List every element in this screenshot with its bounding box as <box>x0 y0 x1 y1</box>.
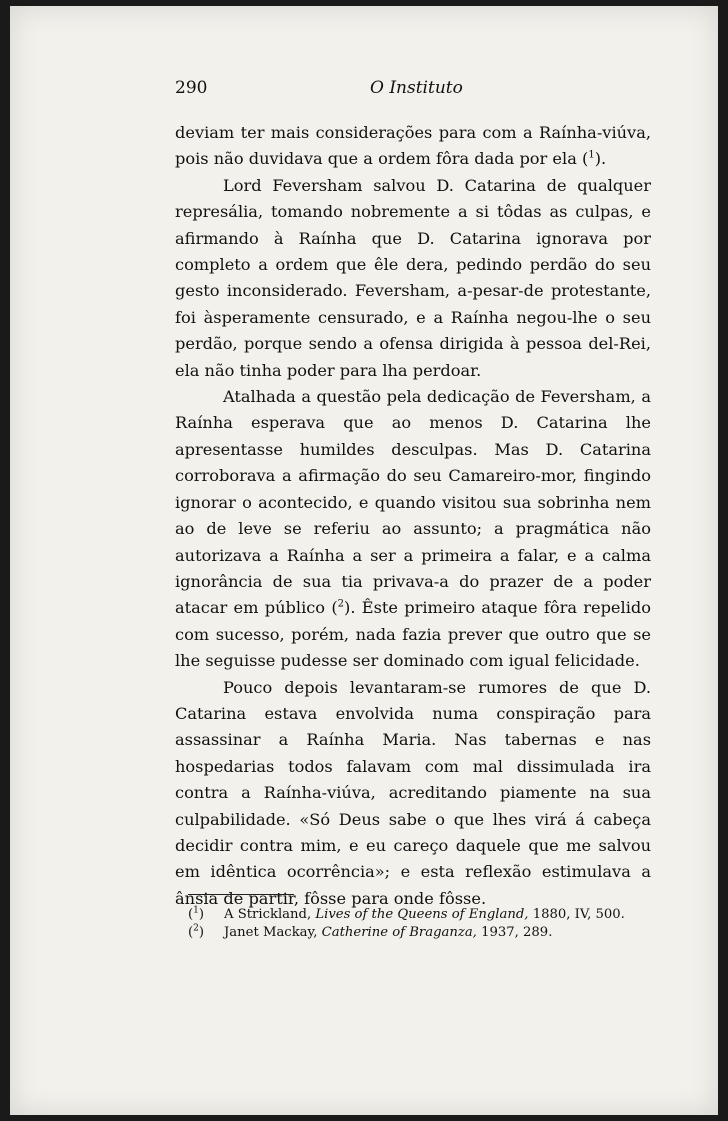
footnote-divider <box>188 894 294 895</box>
body-text <box>175 120 651 912</box>
paragraph-tail: . <box>601 149 607 169</box>
paragraph: Lord Feversham salvou D. Catarina de qualquer represália, tomando nobremente a si tôdas as culpas, e afirmando à Raínha que D. Catarina ignorava por completo a ordem que êle dera, pedindo perdão do seu gesto inconsiderado. Feversham, a-pesar-de protestante, foi àsperamente censurado, e a Raínha negou-lhe o seu perdão, porque sendo a ofensa dirigida à pessoa del-Rei, ela não tinha poder para lha perdoar. <box>175 175 651 380</box>
footnote-mark: ($^1$) <box>188 905 205 922</box>
page-header <box>175 76 650 100</box>
footnote-mark-number: 1 <box>193 905 199 916</box>
footnote-ref: 1 <box>588 150 595 162</box>
running-title: O Instituto <box>370 78 463 98</box>
paragraph: deviam ter mais considerações para com a Raínha-viúva, pois não duvidava que a ordem fôra dada por ela ($^1$). <box>175 123 651 169</box>
footnote <box>188 924 658 942</box>
footnote-author: A Strickland, <box>224 907 312 922</box>
footnote-mark: ($^2$) <box>188 923 205 940</box>
page-number: 290 <box>175 78 208 98</box>
footnote-author: Janet Mackay, <box>224 925 318 940</box>
book-page <box>10 6 718 1115</box>
footnote-work: Lives of the Queens of England, <box>315 907 529 922</box>
footnote-details: 1937, 289. <box>481 925 553 940</box>
paragraph-text: deviam ter mais considerações para com a Raínha-viúva, pois não duvidava que a ordem fôra dada por ela <box>175 123 651 169</box>
paragraph: Atalhada a questão pela dedicação de Feversham, a Raínha esperava que ao menos D. Catarina lhe apresentasse humildes desculpas. Mas D. Catarina corroborava a afirmação do seu Camareiro-mor, fingindo ignorar o acontecido, e quando visitou sua sobrinha nem ao de leve se referiu ao assunto; a pragmática não autorizava a Raínha a ser a primeira a falar, e a calma ignorância de sua tia privava-a do prazer de a poder atacar em público ($^2$). Êste primeiro ataque fôra repelido com sucesso, porém, nada fazia prever que outro que se lhe seguisse pudesse ser dominado com igual felicidade. <box>175 387 651 671</box>
paragraph-tail: . Êste primeiro ataque fôra repelido com sucesso, porém, nada fazia prever que outro que se lhe seguisse pudesse ser dominado com igual felicidade. <box>175 598 651 671</box>
footnote-details: 1880, IV, 500. <box>532 907 625 922</box>
footnote-work: Catherine of Braganza, <box>321 925 477 940</box>
footnote-ref: 2 <box>337 598 345 610</box>
footnote-mark-number: 2 <box>193 923 199 934</box>
paragraph-text: Atalhada a questão pela dedicação de Feversham, a Raínha esperava que ao menos D. Catarina lhe apresentasse humildes desculpas. Mas D. Catarina corroborava a afirmação do seu Camareiro-mor, fingindo ignorar o acontecido, e quando visitou sua sobrinha nem ao de leve se referiu ao assunto; a pragmática não autorizava a Raínha a ser a primeira a falar, e a calma ignorância de sua tia privava-a do prazer de a poder atacar em público <box>175 387 651 618</box>
footnotes <box>188 906 658 942</box>
paragraph: Pouco depois levantaram-se rumores de que D. Catarina estava envolvida numa conspiração para assassinar a Raínha Maria. Nas tabernas e nas hospedarias todos falavam com mal dissimulada ira contra a Raínha-viúva, acreditando piamente na sua culpabilidade. «Só Deus sabe o que lhes virá á cabeça decidir contra mim, e eu careço daquele que me salvou em idêntica ocorrência»; e esta reflexão estimulava a ânsia de partir, fôsse para onde fôsse. <box>175 677 651 908</box>
footnote <box>188 906 658 924</box>
